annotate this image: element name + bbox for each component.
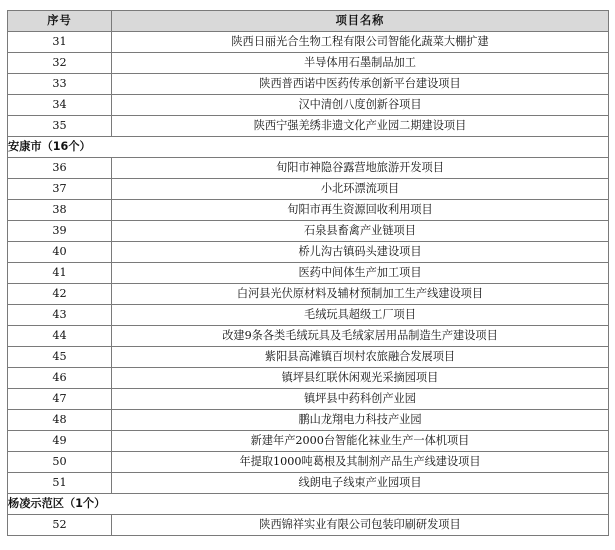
project-name-cell: 桥儿沟古镇码头建设项目 bbox=[112, 242, 609, 263]
table-row bbox=[8, 158, 609, 179]
table-row bbox=[8, 221, 609, 242]
serial-number-cell: 42 bbox=[8, 284, 112, 305]
table-row bbox=[8, 263, 609, 284]
serial-number-cell: 45 bbox=[8, 347, 112, 368]
serial-number-cell: 41 bbox=[8, 263, 112, 284]
serial-number-cell: 40 bbox=[8, 242, 112, 263]
table-body bbox=[8, 32, 609, 536]
table-row bbox=[8, 242, 609, 263]
serial-number-cell: 38 bbox=[8, 200, 112, 221]
project-name-cell: 新建年产2000台智能化袜业生产一体机项目 bbox=[112, 431, 609, 452]
serial-number-cell: 50 bbox=[8, 452, 112, 473]
serial-number-cell: 34 bbox=[8, 95, 112, 116]
serial-number-cell: 46 bbox=[8, 368, 112, 389]
serial-number-cell: 49 bbox=[8, 431, 112, 452]
project-name-cell: 紫阳县高滩镇百坝村农旅融合发展项目 bbox=[112, 347, 609, 368]
project-table bbox=[7, 10, 609, 536]
serial-number-cell: 36 bbox=[8, 158, 112, 179]
serial-number-cell: 39 bbox=[8, 221, 112, 242]
serial-number-cell: 51 bbox=[8, 473, 112, 494]
table-row bbox=[8, 431, 609, 452]
serial-number-cell: 52 bbox=[8, 515, 112, 536]
project-name-cell: 陕西宁强羌绣非遗文化产业园二期建设项目 bbox=[112, 116, 609, 137]
serial-number-cell: 43 bbox=[8, 305, 112, 326]
table-header-row bbox=[8, 11, 609, 32]
project-name-cell: 鹏山龙翔电力科技产业园 bbox=[112, 410, 609, 431]
table-row bbox=[8, 179, 609, 200]
section-row bbox=[8, 494, 609, 515]
table-row bbox=[8, 326, 609, 347]
table-row bbox=[8, 410, 609, 431]
serial-number-cell: 47 bbox=[8, 389, 112, 410]
table-row bbox=[8, 53, 609, 74]
project-name-cell: 镇坪县中药科创产业园 bbox=[112, 389, 609, 410]
table-row bbox=[8, 473, 609, 494]
table-row bbox=[8, 95, 609, 116]
table-row bbox=[8, 116, 609, 137]
table-row bbox=[8, 200, 609, 221]
table-row bbox=[8, 32, 609, 53]
serial-number-cell: 31 bbox=[8, 32, 112, 53]
project-name-cell: 石泉县畜禽产业链项目 bbox=[112, 221, 609, 242]
project-name-cell: 年提取1000吨葛根及其制剂产品生产线建设项目 bbox=[112, 452, 609, 473]
project-name-cell: 旬阳市再生资源回收利用项目 bbox=[112, 200, 609, 221]
project-name-cell: 半导体用石墨制品加工 bbox=[112, 53, 609, 74]
table-row bbox=[8, 74, 609, 95]
project-name-cell: 旬阳市神隐谷露营地旅游开发项目 bbox=[112, 158, 609, 179]
section-label: 杨凌示范区（1个） bbox=[8, 494, 609, 515]
project-name-cell: 线朗电子线束产业园项目 bbox=[112, 473, 609, 494]
serial-number-cell: 33 bbox=[8, 74, 112, 95]
section-row bbox=[8, 137, 609, 158]
project-name-cell: 毛绒玩具超级工厂项目 bbox=[112, 305, 609, 326]
serial-number-cell: 48 bbox=[8, 410, 112, 431]
serial-number-cell: 44 bbox=[8, 326, 112, 347]
project-name-cell: 汉中清创八度创新谷项目 bbox=[112, 95, 609, 116]
project-name-cell: 白河县光伏原材料及辅材预制加工生产线建设项目 bbox=[112, 284, 609, 305]
table-row bbox=[8, 368, 609, 389]
table-row bbox=[8, 347, 609, 368]
serial-number-cell: 35 bbox=[8, 116, 112, 137]
project-name-cell: 改建9条各类毛绒玩具及毛绒家居用品制造生产建设项目 bbox=[112, 326, 609, 347]
project-name-cell: 陕西锦祥实业有限公司包装印刷研发项目 bbox=[112, 515, 609, 536]
header-serial-number: 序号 bbox=[8, 11, 112, 32]
section-label: 安康市（16个） bbox=[8, 137, 609, 158]
table-row bbox=[8, 305, 609, 326]
table-row bbox=[8, 452, 609, 473]
serial-number-cell: 32 bbox=[8, 53, 112, 74]
project-name-cell: 医药中间体生产加工项目 bbox=[112, 263, 609, 284]
table-row bbox=[8, 515, 609, 536]
table-row bbox=[8, 284, 609, 305]
project-name-cell: 陕西普西诺中医药传承创新平台建设项目 bbox=[112, 74, 609, 95]
project-name-cell: 陕西日丽光合生物工程有限公司智能化蔬菜大棚扩建 bbox=[112, 32, 609, 53]
serial-number-cell: 37 bbox=[8, 179, 112, 200]
table-row bbox=[8, 389, 609, 410]
header-project-name: 项目名称 bbox=[112, 11, 609, 32]
project-name-cell: 小北环漂流项目 bbox=[112, 179, 609, 200]
project-name-cell: 镇坪县红联休闲观光采摘园项目 bbox=[112, 368, 609, 389]
